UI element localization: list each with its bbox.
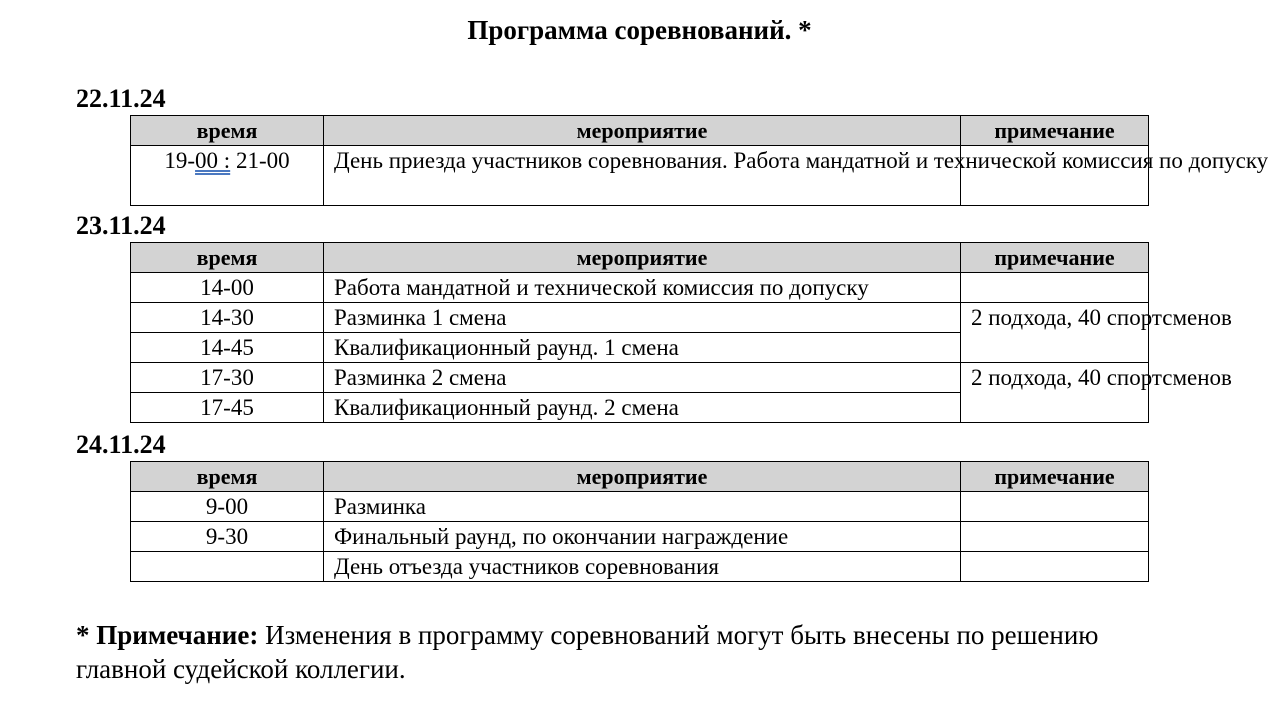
time-cell: 17-45	[131, 393, 324, 423]
table-row	[131, 552, 1149, 582]
column-header-time: время	[131, 462, 324, 492]
time-cell: 14-45	[131, 333, 324, 363]
time-cell: 9-00	[131, 492, 324, 522]
table-header-row	[131, 116, 1149, 146]
schedule-table-day1	[130, 115, 1268, 206]
column-header-time: время	[131, 243, 324, 273]
footnote	[76, 618, 1106, 686]
time-cell: 17-30	[131, 363, 324, 393]
table-row	[131, 146, 1149, 206]
date-heading-day2: 23.11.24	[76, 211, 166, 240]
event-cell: Квалификационный раунд. 1 смена	[324, 333, 961, 363]
time-cell	[131, 146, 324, 206]
note-cell	[961, 273, 1149, 303]
note-cell	[961, 522, 1149, 552]
time-cell: 14-00	[131, 273, 324, 303]
column-header-note: примечание	[961, 116, 1149, 146]
table-row	[131, 363, 1149, 393]
column-header-note: примечание	[961, 462, 1149, 492]
note-cell	[961, 552, 1149, 582]
event-cell: День приезда участников соревнования. Работа мандатной и технической комиссия по допуску	[324, 146, 961, 206]
page-title: Программа соревнований. *	[467, 15, 812, 45]
time-part: 19-	[164, 148, 196, 173]
column-header-event: мероприятие	[324, 462, 961, 492]
event-cell: День отъезда участников соревнования	[324, 552, 961, 582]
column-header-note: примечание	[961, 243, 1149, 273]
footnote-text: Изменения в программу соревнований могут быть внесены по решению главной судейской коллегии.	[76, 620, 1099, 684]
table-row	[131, 303, 1149, 333]
table-header-row	[131, 243, 1149, 273]
note-cell: 2 подхода, 40 спортсменов	[961, 303, 1149, 363]
table-row	[131, 522, 1149, 552]
time-cell: 9-30	[131, 522, 324, 552]
note-cell	[961, 492, 1149, 522]
event-cell: Разминка	[324, 492, 961, 522]
column-header-event: мероприятие	[324, 243, 961, 273]
schedule-table-day3	[130, 461, 1149, 582]
event-cell: Разминка 2 смена	[324, 363, 961, 393]
table-header-row	[131, 462, 1149, 492]
schedule-table-day2	[130, 242, 1232, 423]
time-part: 21-00	[230, 148, 290, 173]
table-row	[131, 273, 1149, 303]
time-part-underlined: 00 :	[195, 148, 231, 173]
time-cell	[131, 552, 324, 582]
column-header-event: мероприятие	[324, 116, 961, 146]
note-cell: 2 подхода, 40 спортсменов	[961, 363, 1149, 423]
footnote-lead: * Примечание:	[76, 620, 259, 650]
date-heading-day3: 24.11.24	[76, 430, 166, 459]
event-cell: Работа мандатной и технической комиссия по допуску	[324, 273, 961, 303]
table-row	[131, 492, 1149, 522]
time-cell: 14-30	[131, 303, 324, 333]
event-cell: Квалификационный раунд. 2 смена	[324, 393, 961, 423]
date-heading-day1: 22.11.24	[76, 84, 166, 113]
event-cell: Финальный раунд, по окончании награждение	[324, 522, 961, 552]
column-header-time: время	[131, 116, 324, 146]
event-cell: Разминка 1 смена	[324, 303, 961, 333]
